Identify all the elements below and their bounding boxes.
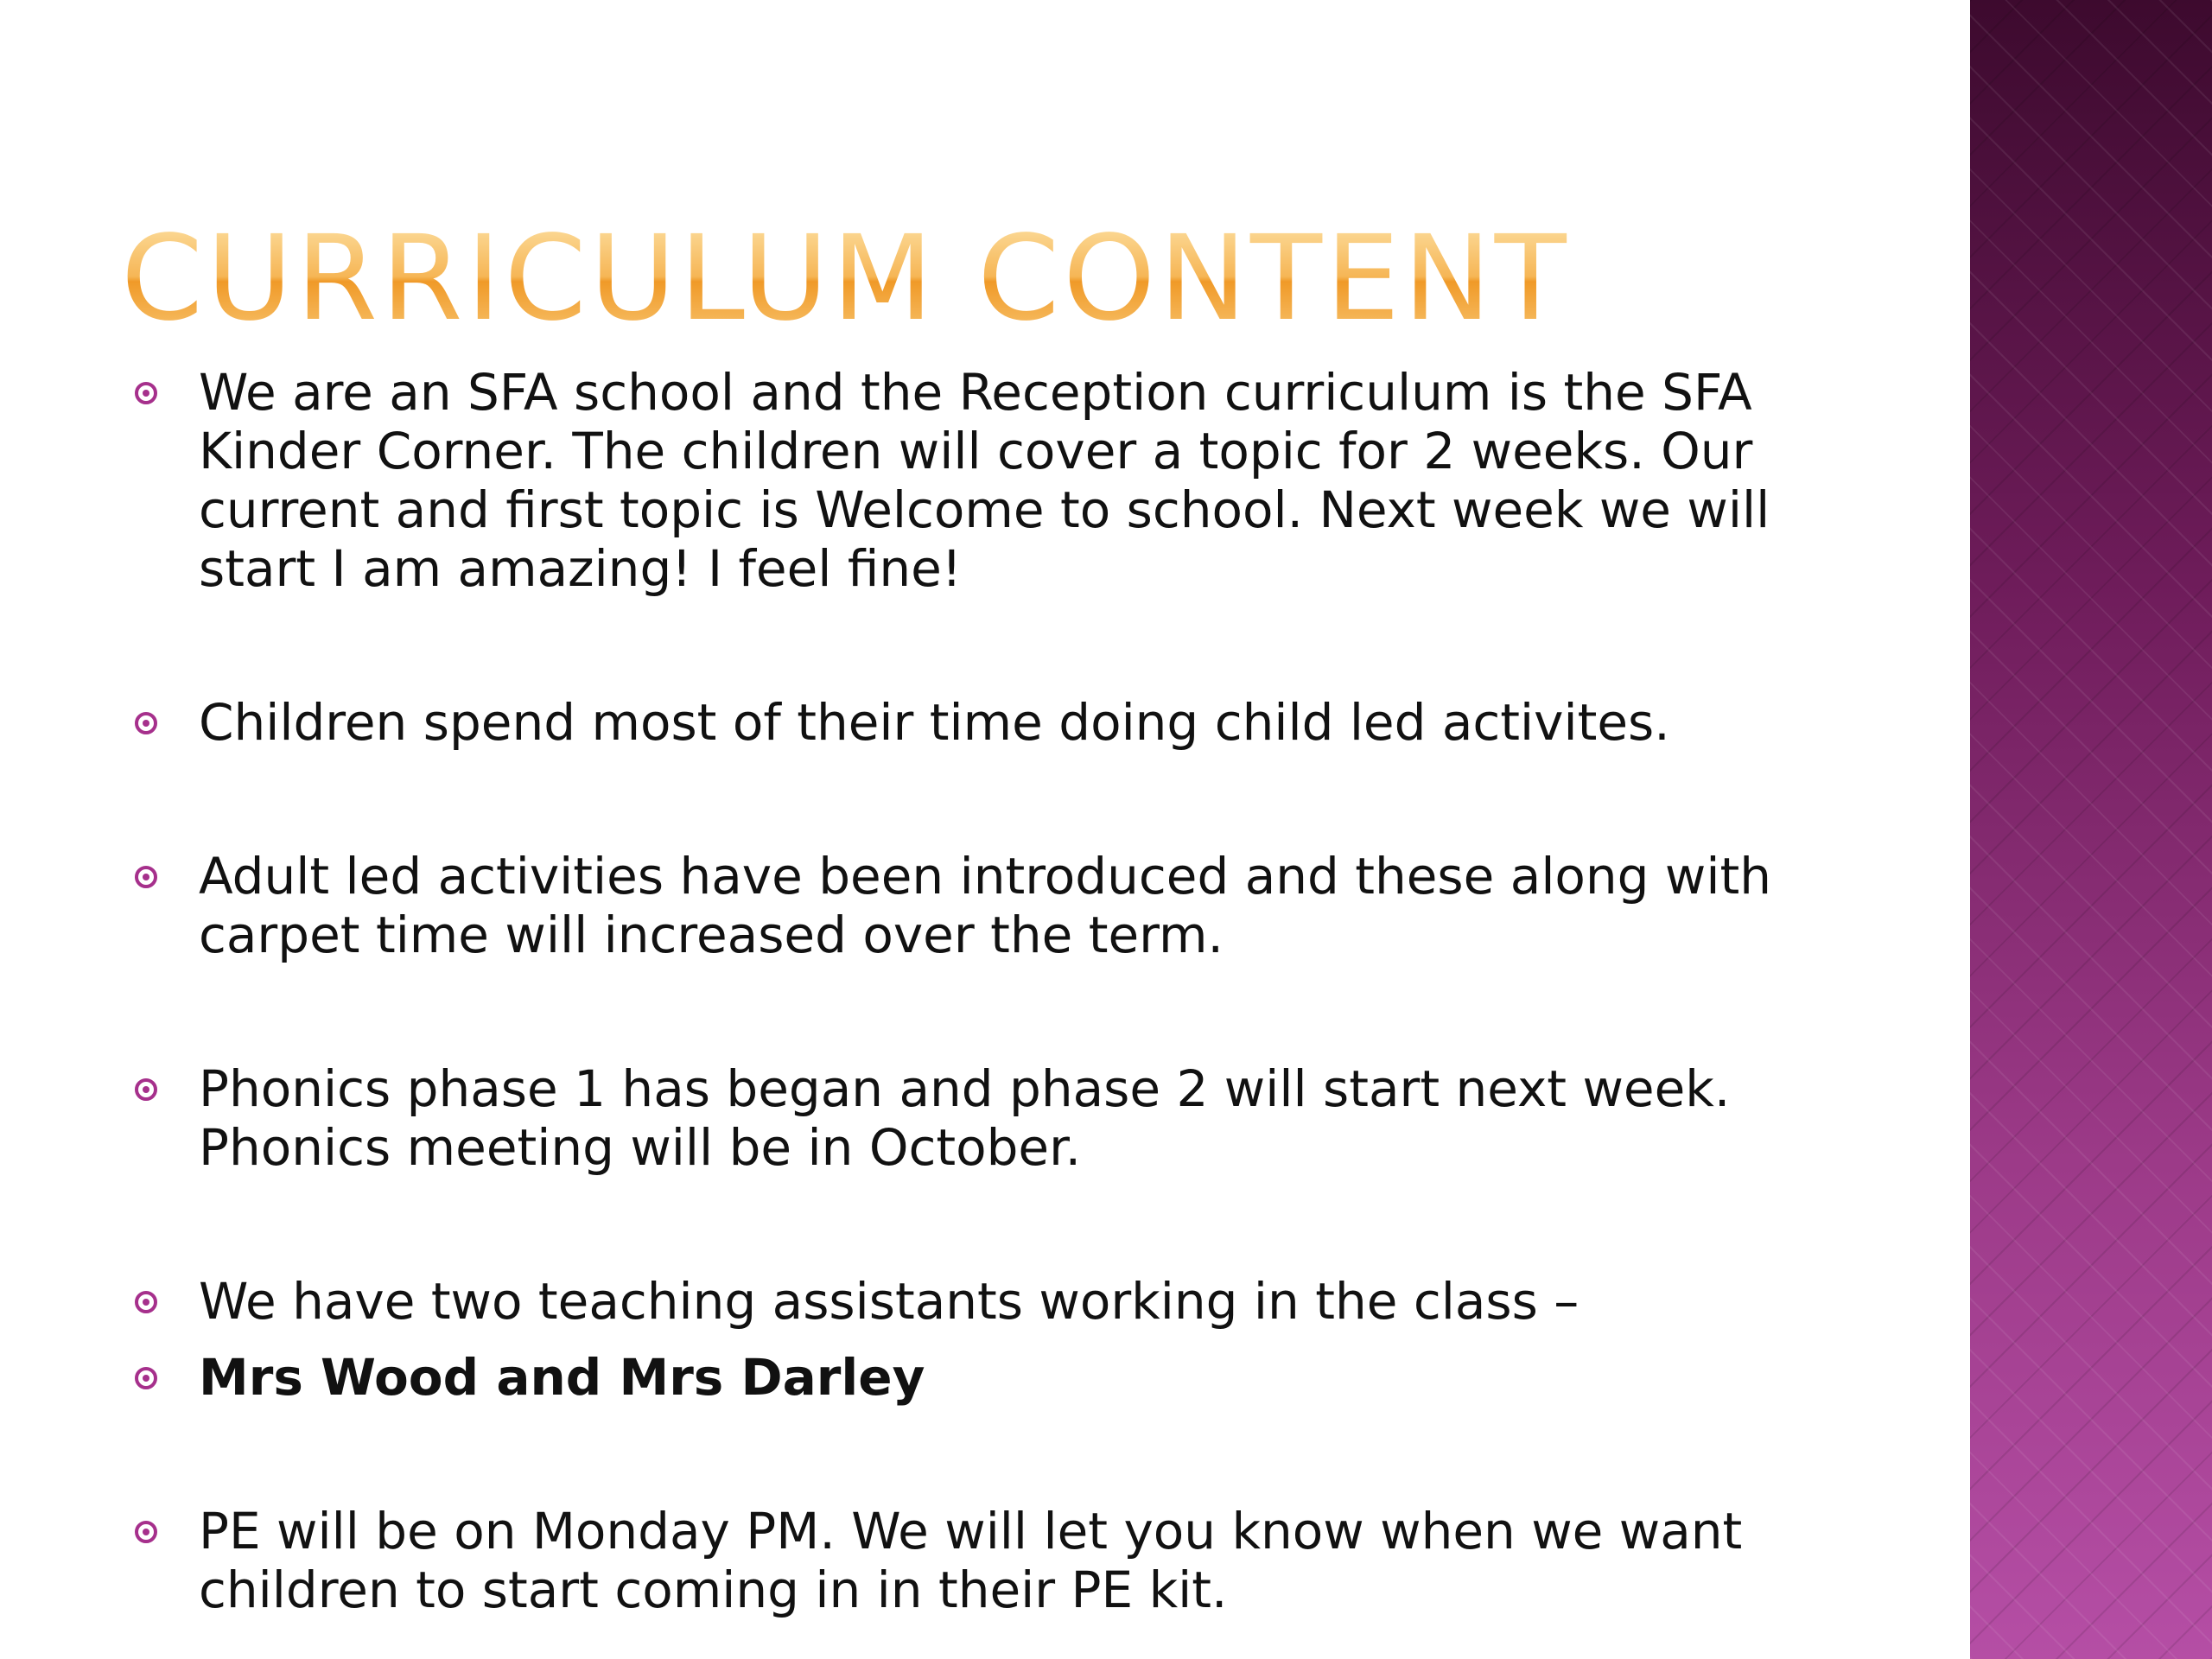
bullet-item bbox=[130, 1348, 1866, 1407]
bullet-text: Mrs Wood and Mrs Darley bbox=[199, 1348, 925, 1407]
bullet-text: Children spend most of their time doing child led activites. bbox=[199, 693, 1670, 752]
circle-dot-icon bbox=[135, 1078, 157, 1101]
bullet-text: Adult led activities have been introduced and these along with carpet time will increased over the term. bbox=[199, 847, 1771, 964]
bullet-item bbox=[130, 1502, 1866, 1619]
bullet-text: Phonics phase 1 has began and phase 2 will start next week. Phonics meeting will be in October. bbox=[199, 1059, 1731, 1177]
decorative-side-band bbox=[1970, 0, 2212, 1659]
bullet-item bbox=[130, 693, 1866, 752]
bullet-item bbox=[130, 1059, 1866, 1177]
circle-dot-icon bbox=[135, 1291, 157, 1313]
circle-dot-icon bbox=[135, 382, 157, 404]
circle-dot-icon bbox=[135, 1521, 157, 1543]
bullet-text: We have two teaching assistants working in the class – bbox=[199, 1272, 1580, 1331]
bullet-item bbox=[130, 363, 1866, 598]
bullet-text: PE will be on Monday PM. We will let you know when we want children to start coming in in their PE kit. bbox=[199, 1502, 1743, 1619]
bullet-item bbox=[130, 1272, 1866, 1331]
circle-dot-icon bbox=[135, 1367, 157, 1389]
bullet-text: We are an SFA school and the Reception curriculum is the SFA Kinder Corner. The children will cover a topic for 2 weeks. Our current and first topic is Welcome to school. Next week we will start I am amazing! I feel fine! bbox=[199, 363, 1770, 598]
bullet-item bbox=[130, 847, 1866, 964]
circle-dot-icon bbox=[135, 712, 157, 734]
circle-dot-icon bbox=[135, 866, 157, 888]
diamond-pattern bbox=[1970, 0, 2212, 1659]
bullet-list bbox=[130, 363, 1866, 1619]
slide-title: CURRICULUM CONTENT bbox=[121, 211, 1570, 347]
